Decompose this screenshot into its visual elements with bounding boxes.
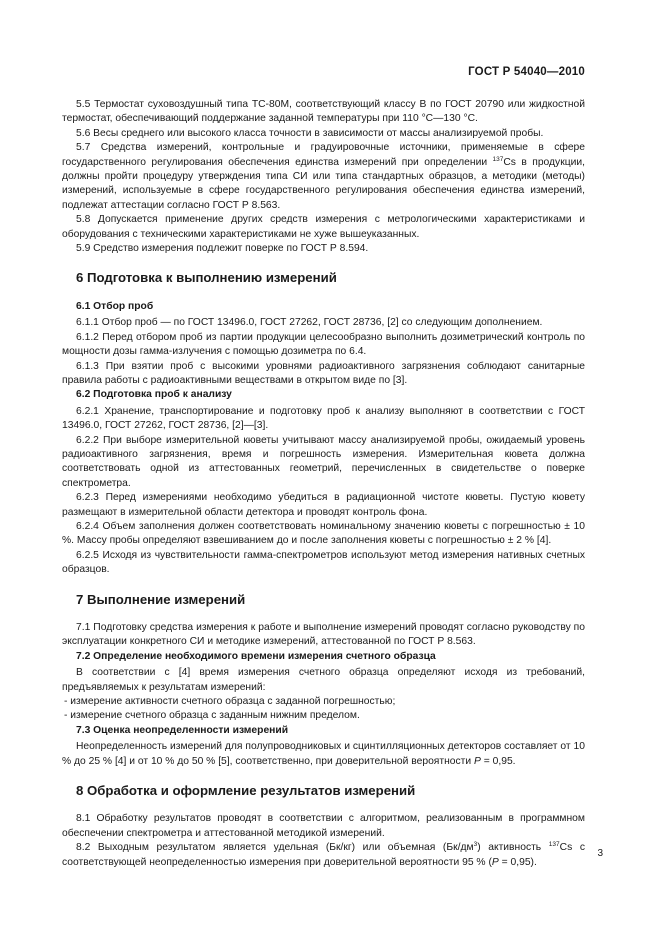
paragraph-5-8: 5.8 Допускается применение других средств измерения с метрологическими характеристиками и оборудования с техническими характеристиками не хуже вышеуказанных. [62, 214, 585, 240]
list-item: - измерение счетного образца с заданным нижним пределом. [64, 710, 360, 722]
paragraph-5-9: 5.9 Средство измерения подлежит поверке по ГОСТ Р 8.594. [76, 243, 369, 255]
text: Cs в продукции, должны пройти процедуру утверждения типа СИ или типа стандартных образцов, а методики (методы) измерений, используемые в сфере государственного регулирования обеспечения единства измерений, подлежат аттестации согласно ГОСТ Р 8.563. [62, 156, 585, 211]
paragraph-5-6: 5.6 Весы среднего или высокого класса точности в зависимости от массы анализируемой пробы. [76, 127, 544, 139]
text: = 0,95. [483, 755, 516, 767]
variable-p: P [491, 856, 499, 868]
paragraph-6-2-4: 6.2.4 Объем заполнения должен соответствовать номинальному значению кюветы с погрешностью ± 10 %. Массу пробы определяют взвешиванием до и после заполнения кюветы с погрешностью ± 2 % [4]. [62, 520, 585, 547]
paragraph-7-2: В соответствии с [4] время измерения счетного образца определяют исходя из требований, предъявляемых к результатам измерений: [62, 667, 585, 693]
text: 5.7 Средства измерений, контрольные и градуировочные источники, применяемые в сфере государственного регулирования обеспечения единства измерений при определении [62, 142, 585, 168]
superscript: 137 [492, 155, 504, 163]
text: Неопределенность измерений для полупроводниковых и сцинтилляционных детекторов составляет от 10 % до 25 % [4] и от 10 % до 50 % [5], соответственно, при доверительной вероятности [62, 741, 585, 767]
section-8-heading: 8 Обработка и оформление результатов измерений [76, 783, 416, 799]
document-header: ГОСТ Р 54040—2010 [468, 66, 585, 78]
text: 8.2 Выходным результатом является удельная (Бк/кг) или объемная (Бк/дм [76, 842, 474, 854]
section-7-heading: 7 Выполнение измерений [76, 591, 246, 607]
paragraph-6-1-2: 6.1.2 Перед отбором проб из партии продукции целесообразно выполнить дозиметрический контроль по мощности дозы гамма-излучения с помощью дозиметра по 6.4. [62, 331, 585, 358]
paragraph-6-2-3: 6.2.3 Перед измерениями необходимо убедиться в радиационной чистоте кюветы. Пустую кювету размещают в измерительной области детектора и проводят контроль фона. [62, 492, 585, 518]
section-6-heading: 6 Подготовка к выполнению измерений [76, 270, 337, 286]
paragraph-6-2-1: 6.2.1 Хранение, транспортирование и подготовку проб к анализу выполняют в соответствии с ГОСТ 13496.0, ГОСТ 27262, ГОСТ 28736, [2]—[3]. [62, 405, 585, 432]
subsection-7-3-heading: 7.3 Оценка неопределенности измерений [76, 724, 289, 736]
paragraph-6-2-5: 6.2.5 Исходя из чувствительности гамма-спектрометров используют метод измерения нативных счетных образцов. [62, 549, 585, 576]
text: = 0,95). [501, 856, 537, 868]
subsection-6-1-heading: 6.1 Отбор проб [76, 300, 154, 312]
variable-p: P [474, 755, 481, 767]
paragraph-5-7 [62, 141, 585, 213]
subsection-6-2-heading: 6.2 Подготовка проб к анализу [76, 389, 232, 401]
superscript: 137 [548, 841, 560, 849]
superscript: 3 [473, 841, 478, 849]
paragraph-6-1-1: 6.1.1 Отбор проб — по ГОСТ 13496.0, ГОСТ 27262, ГОСТ 28736, [2] со следующим дополнением. [76, 317, 543, 329]
text: Cs с соответствующей неопределенностью измерения при доверительной вероятности 95 % ( [62, 842, 585, 868]
paragraph-8-2 [62, 841, 585, 870]
paragraph-8-1: 8.1 Обработку результатов проводят в соответствии с алгоритмом, реализованным в программном обеспечении спектрометра и аттестованной методикой измерений. [62, 813, 585, 839]
paragraph-7-3 [62, 740, 585, 769]
paragraph-6-1-3: 6.1.3 При взятии проб с высокими уровнями радиоактивного загрязнения соблюдают санитарные правила работы с радиоактивными веществами в открытом виде по [3]. [62, 360, 585, 386]
paragraph-6-2-2: 6.2.2 При выборе измерительной кюветы учитывают массу анализируемой пробы, ожидаемый уровень радиоактивного загрязнения, время и погрешность измерения. Измерительная кювета должна соответствовать одной из аттестованных геометрий, перечисленных в свидетельстве о поверке спектрометра. [62, 434, 585, 489]
subsection-7-2-heading: 7.2 Определение необходимого времени измерения счетного образца [76, 650, 436, 662]
paragraph-7-1: 7.1 Подготовку средства измерения к работе и выполнение измерений проводят согласно руководству по эксплуатации конкретного СИ и методике измерений, аттестованной по ГОСТ Р 8.563. [62, 622, 585, 648]
text: ) активность [477, 842, 542, 854]
list-item: - измерение активности счетного образца с заданной погрешностью; [64, 696, 396, 708]
paragraph-5-5: 5.5 Термостат суховоздушный типа ТС-80М, соответствующий классу В по ГОСТ 20790 или жидкостной термостат, обеспечивающий поддержание заданной температуры при 110 °С—130 °С. [62, 99, 585, 125]
page-number: 3 [597, 848, 603, 859]
document-body [62, 98, 585, 870]
